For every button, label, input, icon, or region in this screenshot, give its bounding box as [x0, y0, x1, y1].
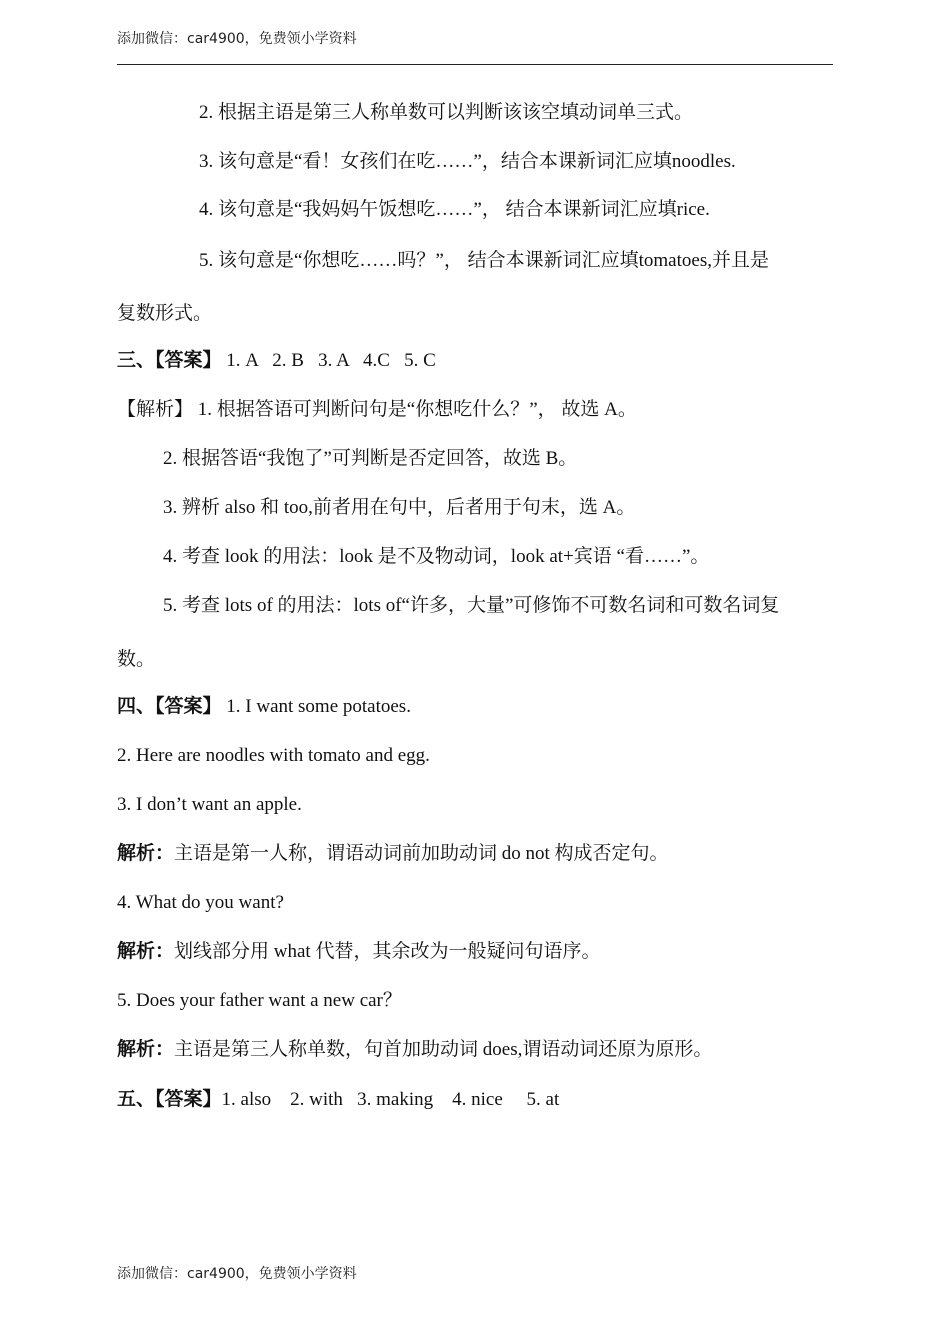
section2-item2: 2. 根据主语是第三人称单数可以判断该该空填动词单三式。: [199, 102, 694, 123]
section3-item1: 1. 根据答语可判断问句是“你想吃什么？”， 故选 A。: [197, 399, 637, 420]
section2-item5-line1: 5. 该句意是“你想吃……吗？”， 结合本课新词汇应填tomatoes,并且是: [199, 250, 769, 271]
section3-answers: 1. A 2. B 3. A 4.C 5. C: [226, 350, 436, 371]
analysis-label: 解析：: [117, 1039, 175, 1060]
section5-heading: 五、【答案】: [117, 1089, 222, 1110]
section4-answer5: 5. Does your father want a new car？: [117, 990, 402, 1011]
section3-item2: 2. 根据答语“我饱了”可判断是否定回答，故选 B。: [163, 448, 578, 469]
section2-item4: 4. 该句意是“我妈妈午饭想吃……”， 结合本课新词汇应填rice.: [199, 199, 710, 220]
explanation-text: 划线部分用 what 代替，其余改为一般疑问句语序。: [174, 941, 601, 962]
section4-answer2: 2. Here are noodles with tomato and egg.: [117, 745, 430, 766]
section3-item3: 3. 辨析 also 和 too,前者用在句中，后者用于句末，选 A。: [163, 497, 636, 518]
explanation-text: 主语是第三人称单数，句首加助动词 does,谓语动词还原为原形。: [174, 1039, 713, 1060]
section4-answer4: 4. What do you want?: [117, 892, 284, 913]
section4-answer1: 1. I want some potatoes.: [226, 696, 411, 717]
section5-answer-line: [117, 1090, 559, 1109]
section4-heading: 四、【答案】: [117, 696, 222, 717]
section3-analysis-label: 【解析】: [117, 399, 194, 420]
section3-heading: 三、【答案】: [117, 350, 222, 371]
analysis-label: 解析：: [117, 843, 175, 864]
section2-item3: 3. 该句意是“看！女孩们在吃……”，结合本课新词汇应填noodles.: [199, 151, 736, 172]
page-footer: 添加微信：car4900，免费领小学资料: [117, 1266, 357, 1282]
section3-item4: 4. 考查 look 的用法：look 是不及物动词，look at+宾语 “看……”。: [163, 546, 710, 567]
section3-item5-line1: 5. 考查 lots of 的用法：lots of“许多，大量”可修饰不可数名词和可数名词复: [163, 595, 780, 616]
section4-explanation5: [117, 1040, 712, 1059]
section5-answers: 1. also 2. with 3. making 4. nice 5. at: [221, 1089, 560, 1110]
section2-item5-line2: 复数形式。: [117, 303, 213, 324]
section3-item5-line2: 数。: [117, 649, 156, 670]
section4-answer-line: [117, 697, 411, 716]
analysis-label: 解析：: [117, 941, 175, 962]
section3-answer-line: [117, 351, 436, 370]
section4-explanation3: [117, 844, 669, 863]
header-rule: [117, 64, 833, 65]
section4-answer3: 3. I don’t want an apple.: [117, 794, 302, 815]
section3-analysis-line: [117, 400, 637, 419]
page-header: 添加微信：car4900，免费领小学资料: [117, 31, 357, 47]
explanation-text: 主语是第一人称，谓语动词前加助动词 do not 构成否定句。: [174, 843, 669, 864]
section4-explanation4: [117, 942, 600, 961]
